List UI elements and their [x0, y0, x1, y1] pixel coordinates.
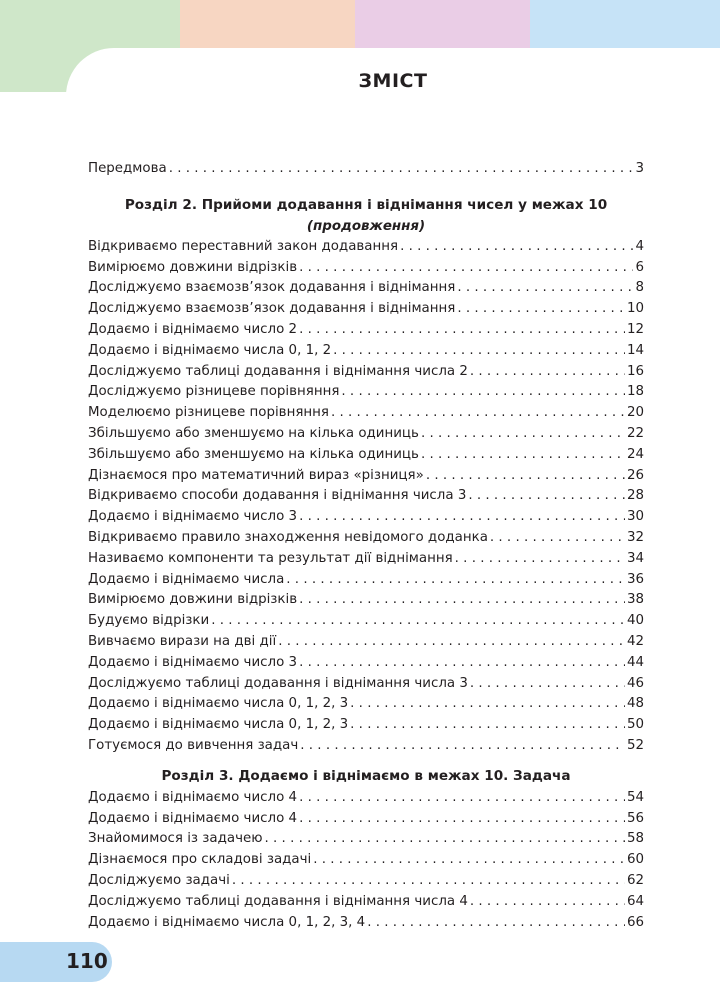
toc-entry[interactable] [88, 913, 644, 934]
toc-entry-page: 10 [626, 301, 644, 317]
toc-entry[interactable] [88, 528, 644, 549]
toc-entry-page: 50 [626, 717, 644, 733]
dot-leader [232, 871, 625, 892]
toc-entry-page: 64 [626, 893, 644, 909]
toc-entry-label: Будуємо відрізки [88, 613, 210, 629]
toc-entry[interactable] [88, 445, 644, 466]
toc-entry-page: 44 [626, 654, 644, 670]
toc-entry-label: Моделюємо різницеве порівняння [88, 405, 329, 421]
toc-entry-page: 26 [626, 467, 644, 483]
toc-entry-page: 62 [626, 872, 644, 888]
dot-leader [211, 611, 625, 632]
toc-entry[interactable] [88, 850, 644, 871]
toc-entry[interactable] [88, 507, 644, 528]
toc-entry-label: Досліджуємо різницеве порівняння [88, 384, 340, 400]
toc-entry-label: Додаємо і віднімаємо числа 0, 1, 2, 3 [88, 696, 349, 712]
toc-entry-label: Додаємо і віднімаємо числа 0, 1, 2, 3, 4 [88, 914, 366, 930]
dot-leader [490, 528, 625, 549]
dot-leader [299, 809, 625, 830]
dot-leader [313, 850, 625, 871]
toc-entry-label: Додаємо і віднімаємо число 4 [88, 789, 298, 805]
toc-entry[interactable] [88, 809, 644, 830]
toc-entry-label: Дізнаємося про математичний вираз «різниця» [88, 467, 424, 483]
toc-entry[interactable] [88, 486, 644, 507]
toc-entry-page: 24 [626, 446, 644, 462]
toc-entry[interactable] [88, 674, 644, 695]
toc-entry[interactable] [88, 653, 644, 674]
toc-entry-preface[interactable] [88, 159, 644, 180]
toc-entry-label: Досліджуємо таблиці додавання і віднімання числа 2 [88, 363, 468, 379]
toc-entry[interactable] [88, 829, 644, 850]
toc-entry-label: Вимірюємо довжини відрізків [88, 592, 298, 608]
toc-entry-page: 3 [635, 161, 644, 176]
dot-leader [470, 892, 625, 913]
toc-entry[interactable] [88, 278, 644, 299]
section-heading: Розділ 3. Додаємо і віднімаємо в межах 10. Задача [161, 767, 571, 784]
dot-leader [400, 237, 633, 258]
toc-entry-label: Досліджуємо таблиці додавання і віднімання числа 4 [88, 893, 468, 909]
toc-entry-page: 54 [626, 789, 644, 805]
toc-entry-label: Відкриваємо правило знаходження невідомого доданка [88, 529, 488, 545]
toc-entry-page: 28 [626, 488, 644, 504]
toc-entry-label: Додаємо і віднімаємо числа 0, 1, 2 [88, 342, 332, 358]
toc-entry-label: Вивчаємо вирази на дві дії [88, 633, 277, 649]
dot-leader [341, 382, 625, 403]
page-number: 110 [66, 949, 108, 973]
table-of-contents [88, 159, 644, 933]
toc-entry[interactable] [88, 403, 644, 424]
dot-leader [457, 299, 625, 320]
toc-entry-page: 40 [626, 613, 644, 629]
toc-entry[interactable] [88, 632, 644, 653]
toc-entry-label: Додаємо і віднімаємо число 3 [88, 509, 298, 525]
page-title: ЗМІСТ [358, 70, 428, 92]
toc-entry-page: 46 [626, 675, 644, 691]
spacer [88, 180, 644, 186]
toc-entry[interactable] [88, 570, 644, 591]
toc-entry[interactable] [88, 611, 644, 632]
dot-leader [265, 829, 625, 850]
toc-entry-page: 16 [626, 363, 644, 379]
toc-entry-page: 36 [626, 571, 644, 587]
toc-entry-label: Додаємо і віднімаємо число 2 [88, 321, 298, 337]
dot-leader [421, 445, 625, 466]
dot-leader [350, 694, 625, 715]
toc-entry-label: Досліджуємо взаємозв’язок додавання і віднімання [88, 280, 456, 296]
toc-entry[interactable] [88, 694, 644, 715]
dot-leader [331, 403, 625, 424]
toc-entry[interactable] [88, 258, 644, 279]
dot-leader [278, 632, 625, 653]
toc-entry[interactable] [88, 299, 644, 320]
section-heading: Розділ 2. Прийоми додавання і віднімання чисел у межах 10 [124, 196, 608, 213]
toc-entry[interactable] [88, 424, 644, 445]
toc-entry-label: Відкриваємо способи додавання і віднімання числа 3 [88, 488, 467, 504]
toc-entry-label: Готуємося до вивчення задач [88, 737, 299, 753]
dot-leader [421, 424, 625, 445]
toc-entry[interactable] [88, 237, 644, 258]
toc-entry-page: 60 [626, 852, 644, 868]
toc-entry-label: Збільшуємо або зменшуємо на кілька одиниць [88, 425, 419, 441]
toc-entry-page: 56 [626, 810, 644, 826]
dot-leader [286, 570, 625, 591]
toc-entry-page: 30 [626, 509, 644, 525]
section-subheading: (продовження) [306, 218, 426, 234]
toc-entry[interactable] [88, 382, 644, 403]
dot-leader [169, 159, 634, 180]
dot-leader [455, 549, 625, 570]
toc-entry-page: 52 [626, 737, 644, 753]
dot-leader [299, 258, 633, 279]
toc-entry-page: 38 [626, 592, 644, 608]
toc-entry-page: 66 [626, 914, 644, 930]
toc-entry-label: Досліджуємо таблиці додавання і віднімання числа 3 [88, 675, 468, 691]
toc-entry-page: 20 [626, 405, 644, 421]
toc-entry-page: 48 [626, 696, 644, 712]
dot-leader [300, 736, 625, 757]
dot-leader [470, 674, 625, 695]
dot-leader [457, 278, 633, 299]
toc-entry[interactable] [88, 341, 644, 362]
toc-entry[interactable] [88, 466, 644, 487]
dot-leader [367, 913, 625, 934]
toc-entry-page: 42 [626, 633, 644, 649]
toc-entry[interactable] [88, 788, 644, 809]
toc-entry-label: Досліджуємо взаємозв’язок додавання і віднімання [88, 301, 456, 317]
toc-entry[interactable] [88, 549, 644, 570]
toc-entry[interactable] [88, 871, 644, 892]
toc-entry-label: Додаємо і віднімаємо число 4 [88, 810, 298, 826]
dot-leader [299, 788, 625, 809]
toc-entry-label: Знайомимося із задачею [88, 831, 263, 847]
dot-leader [299, 653, 625, 674]
toc-entry-page: 34 [626, 550, 644, 566]
toc-entry-label: Дізнаємося про складові задачі [88, 852, 312, 868]
toc-entry-page: 18 [626, 384, 644, 400]
toc-entry[interactable] [88, 892, 644, 913]
toc-entry-label: Додаємо і віднімаємо числа [88, 571, 285, 587]
toc-entry[interactable] [88, 320, 644, 341]
toc-entry[interactable] [88, 736, 644, 757]
section-items [88, 237, 644, 757]
toc-entry-page: 12 [626, 321, 644, 337]
toc-entry-page: 6 [635, 259, 644, 275]
toc-entry-page: 8 [635, 280, 644, 296]
dot-leader [299, 590, 625, 611]
toc-entry-label: Називаємо компоненти та результат дії віднімання [88, 550, 453, 566]
dot-leader [470, 362, 625, 383]
dot-leader [299, 320, 625, 341]
toc-entry-label: Передмова [88, 161, 167, 176]
toc-entry[interactable] [88, 362, 644, 383]
toc-entry-page: 14 [626, 342, 644, 358]
toc-entry-label: Додаємо і віднімаємо число 3 [88, 654, 298, 670]
toc-entry-page: 22 [626, 425, 644, 441]
section-items [88, 788, 644, 934]
toc-entry-label: Збільшуємо або зменшуємо на кілька одиниць [88, 446, 419, 462]
dot-leader [350, 715, 625, 736]
dot-leader [426, 466, 625, 487]
toc-entry-label: Вимірюємо довжини відрізків [88, 259, 298, 275]
dot-leader [333, 341, 625, 362]
dot-leader [299, 507, 625, 528]
toc-entry-page: 4 [635, 238, 644, 254]
toc-entry-label: Додаємо і віднімаємо числа 0, 1, 2, 3 [88, 717, 349, 733]
toc-entry[interactable] [88, 590, 644, 611]
toc-entry-label: Досліджуємо задачі [88, 872, 230, 888]
dot-leader [468, 486, 625, 507]
toc-entry[interactable] [88, 715, 644, 736]
toc-entry-page: 58 [626, 831, 644, 847]
toc-entry-label: Відкриваємо переставний закон додавання [88, 238, 399, 254]
toc-entry-page: 32 [626, 529, 644, 545]
